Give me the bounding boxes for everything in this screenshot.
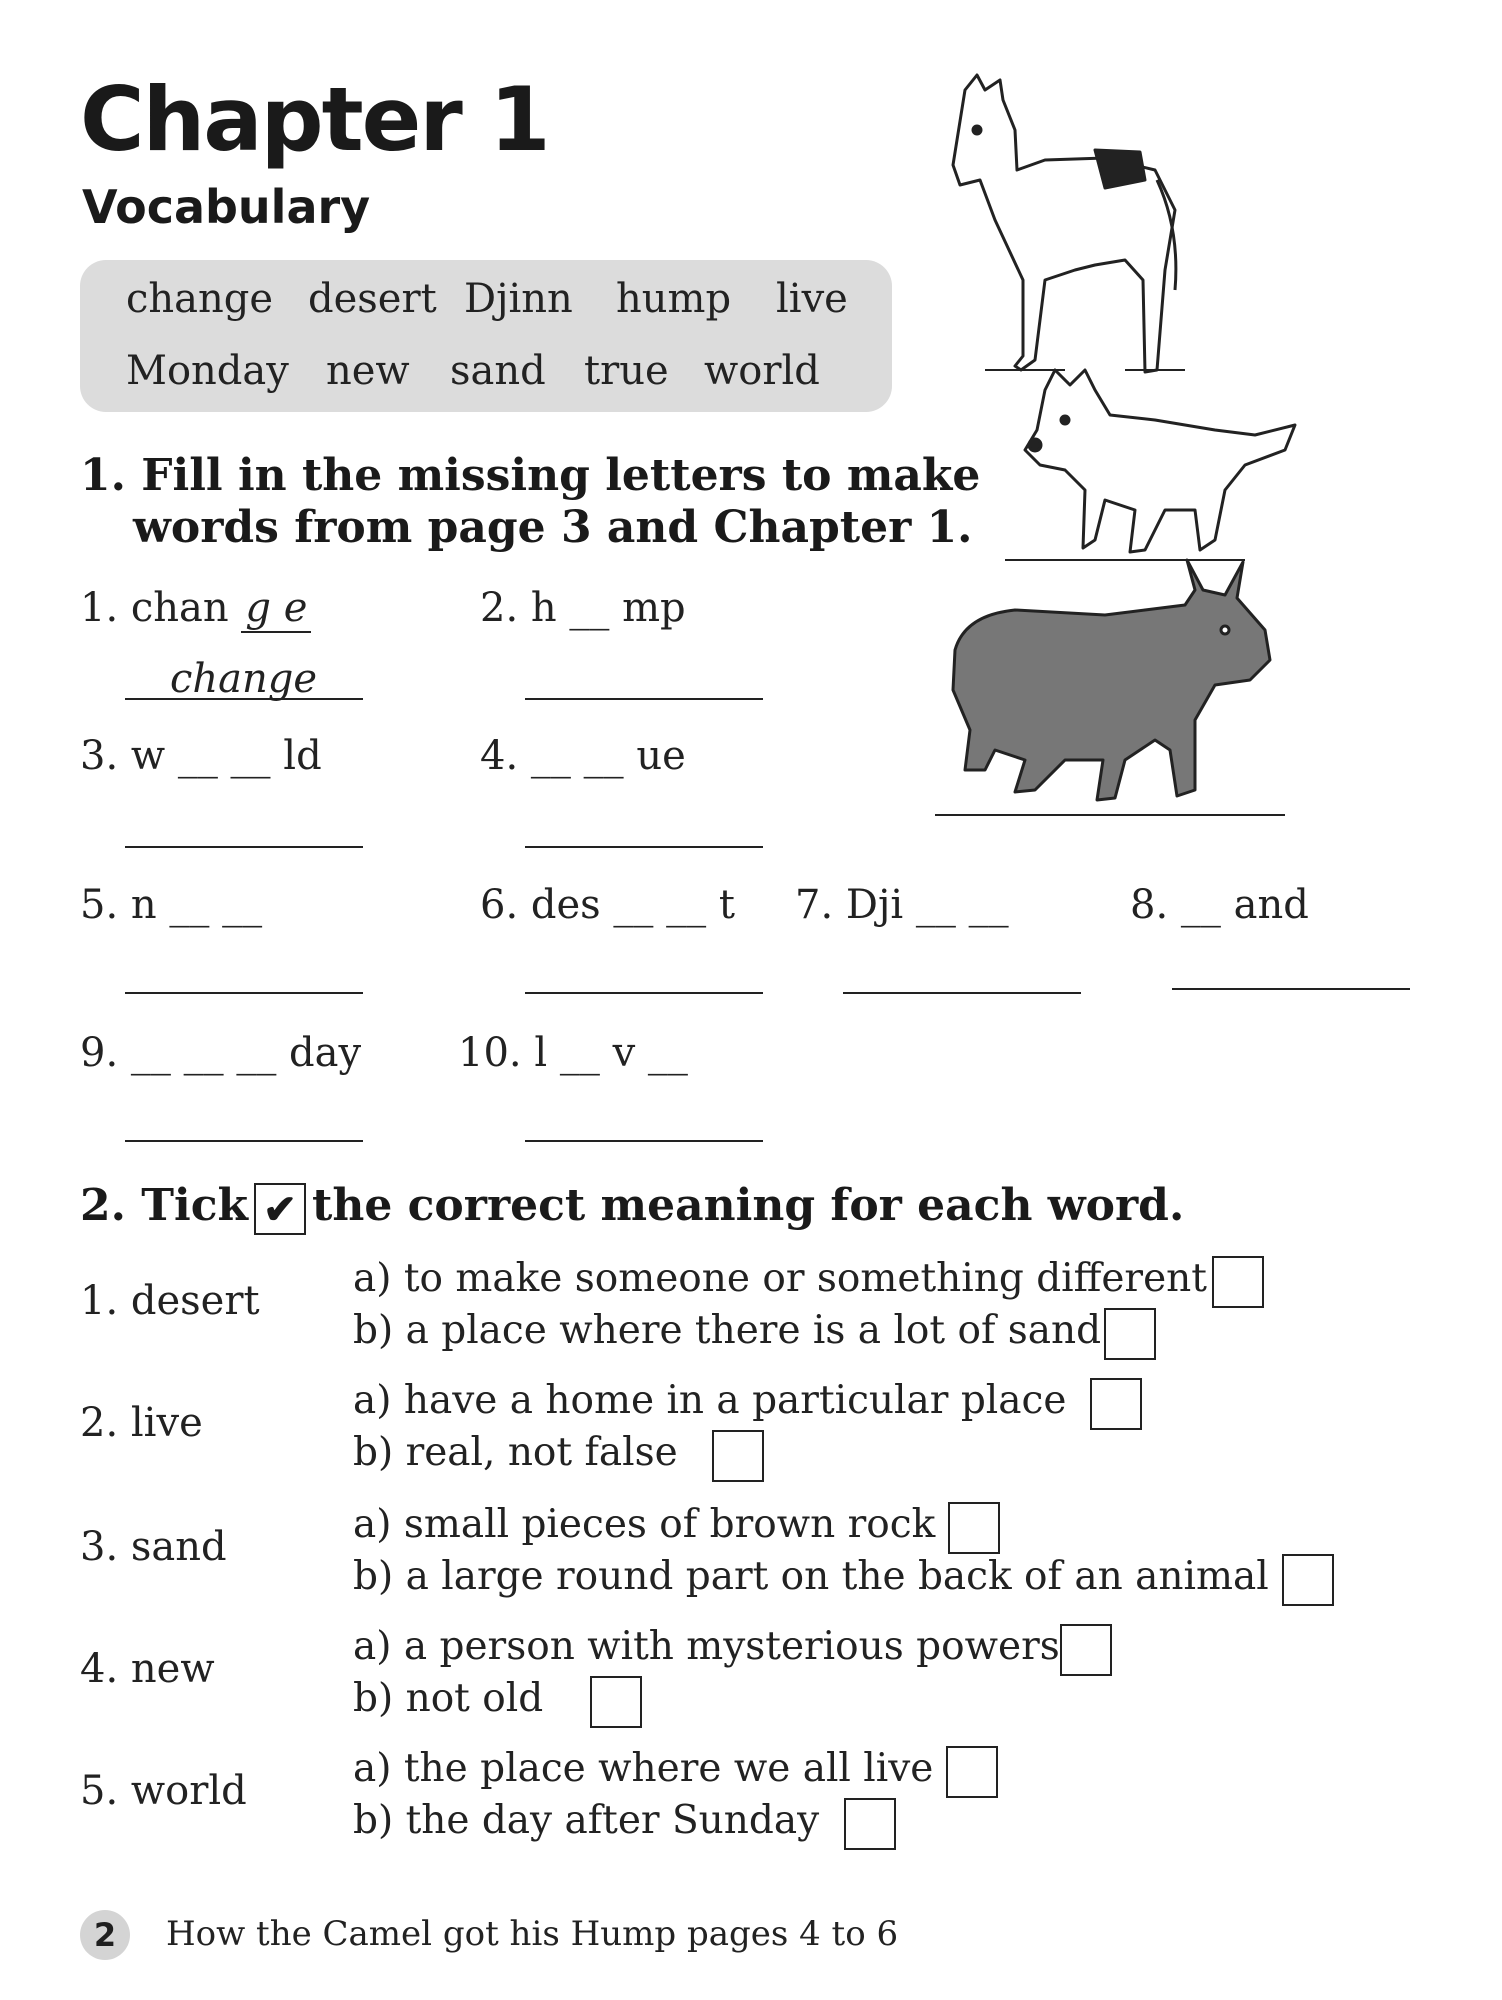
fill-item-2 [480, 585, 686, 631]
meaning-option: b) a place where there is a lot of sand [353, 1308, 1102, 1353]
item-number: 4. [480, 733, 519, 779]
item-number: 10. [458, 1030, 522, 1076]
item-prompt: w __ __ ld [130, 733, 322, 779]
fill-item-8 [1130, 882, 1309, 928]
item-prompt: chan [130, 585, 229, 631]
item-number: 6. [480, 882, 519, 928]
footer-title: How the Camel got his Hump pages 4 to 6 [166, 1914, 899, 1954]
tick-box[interactable] [1090, 1378, 1142, 1430]
section2-heading-start: 2. Tick [80, 1180, 248, 1231]
answer-line-3[interactable] [125, 846, 363, 848]
vocab-word: Monday [126, 348, 289, 394]
item-prompt: n __ __ [130, 882, 263, 928]
vocab-word: live [776, 276, 848, 322]
item-prompt: Dji __ __ [845, 882, 1009, 928]
vocab-word: true [584, 348, 669, 394]
item-prompt: l __ v __ [534, 1030, 688, 1076]
page-number-badge: 2 [80, 1910, 130, 1960]
tick-box[interactable] [712, 1430, 764, 1482]
meaning-option: a) small pieces of brown rock [353, 1502, 936, 1547]
vocabulary-heading: Vocabulary [82, 180, 371, 234]
tick-box[interactable] [948, 1502, 1000, 1554]
meaning-option: b) not old [353, 1676, 544, 1721]
answer-line-4[interactable] [525, 846, 763, 848]
tick-box[interactable] [590, 1676, 642, 1728]
fill-item-1 [80, 585, 311, 631]
tick-box[interactable] [1104, 1308, 1156, 1360]
meaning-word-2: 2. live [80, 1400, 203, 1446]
item-prompt: __ and [1180, 882, 1309, 928]
meaning-option: b) real, not false [353, 1430, 678, 1475]
meaning-word-1: 1. desert [80, 1278, 260, 1324]
handwritten-answer: change [170, 656, 318, 702]
vocab-word: sand [450, 348, 546, 394]
meaning-option: b) a large round part on the back of an animal [353, 1554, 1269, 1599]
meaning-word-4: 4. new [80, 1646, 215, 1692]
fill-item-3 [80, 733, 322, 779]
section2-heading [80, 1180, 1184, 1235]
meaning-word-3: 3. sand [80, 1524, 227, 1570]
fill-item-9 [80, 1030, 361, 1076]
meaning-option: a) a person with mysterious powers [353, 1624, 1060, 1669]
fill-item-5 [80, 882, 262, 928]
item-number: 5. [80, 882, 119, 928]
item-number: 7. [795, 882, 834, 928]
vocab-word: desert [308, 276, 437, 322]
dog-illustration [1005, 370, 1295, 560]
vocab-word: change [126, 276, 274, 322]
meaning-option: a) have a home in a particular place [353, 1378, 1067, 1423]
section2-heading-end: the correct meaning for each word. [312, 1180, 1185, 1231]
item-number: 3. [80, 733, 119, 779]
answer-line-2[interactable] [525, 698, 763, 700]
horse-illustration [953, 75, 1185, 372]
tick-sample-icon: ✔ [254, 1183, 306, 1235]
section1-heading-line2: words from page 3 and Chapter 1. [133, 502, 973, 553]
vocab-word: Djinn [464, 276, 573, 322]
item-number: 9. [80, 1030, 119, 1076]
answer-line-1[interactable] [125, 698, 363, 700]
answer-line-8[interactable] [1172, 988, 1410, 990]
item-number: 2. [480, 585, 519, 631]
answer-line-7[interactable] [843, 992, 1081, 994]
answer-line-5[interactable] [125, 992, 363, 994]
chapter-title: Chapter 1 [80, 68, 549, 171]
answer-line-9[interactable] [125, 1140, 363, 1142]
handwritten-letters: g e [241, 585, 311, 633]
tick-box[interactable] [844, 1798, 896, 1850]
section1-heading-line1: 1. Fill in the missing letters to make [80, 450, 981, 501]
answer-line-6[interactable] [525, 992, 763, 994]
item-prompt: des __ __ t [530, 882, 735, 928]
vocabulary-box [80, 260, 892, 412]
item-prompt: __ __ __ day [130, 1030, 362, 1076]
tick-box[interactable] [1060, 1624, 1112, 1676]
tick-box[interactable] [1282, 1554, 1334, 1606]
fill-item-7 [795, 882, 1009, 928]
item-prompt: h __ mp [530, 585, 686, 631]
vocab-word: hump [616, 276, 732, 322]
meaning-option: a) to make someone or something different [353, 1256, 1207, 1301]
tick-box[interactable] [946, 1746, 998, 1798]
answer-line-10[interactable] [525, 1140, 763, 1142]
fill-item-10 [458, 1030, 688, 1076]
tick-box[interactable] [1212, 1256, 1264, 1308]
meaning-option: a) the place where we all live [353, 1746, 934, 1791]
meaning-option: b) the day after Sunday [353, 1798, 820, 1843]
vocab-word: new [326, 348, 410, 394]
meaning-word-5: 5. world [80, 1768, 247, 1814]
ox-illustration [935, 560, 1285, 815]
item-number: 1. [80, 585, 119, 631]
item-number: 8. [1130, 882, 1169, 928]
fill-item-6 [480, 882, 735, 928]
fill-item-4 [480, 733, 686, 779]
vocab-word: world [704, 348, 820, 394]
item-prompt: __ __ ue [530, 733, 686, 779]
animal-illustrations [925, 70, 1395, 850]
